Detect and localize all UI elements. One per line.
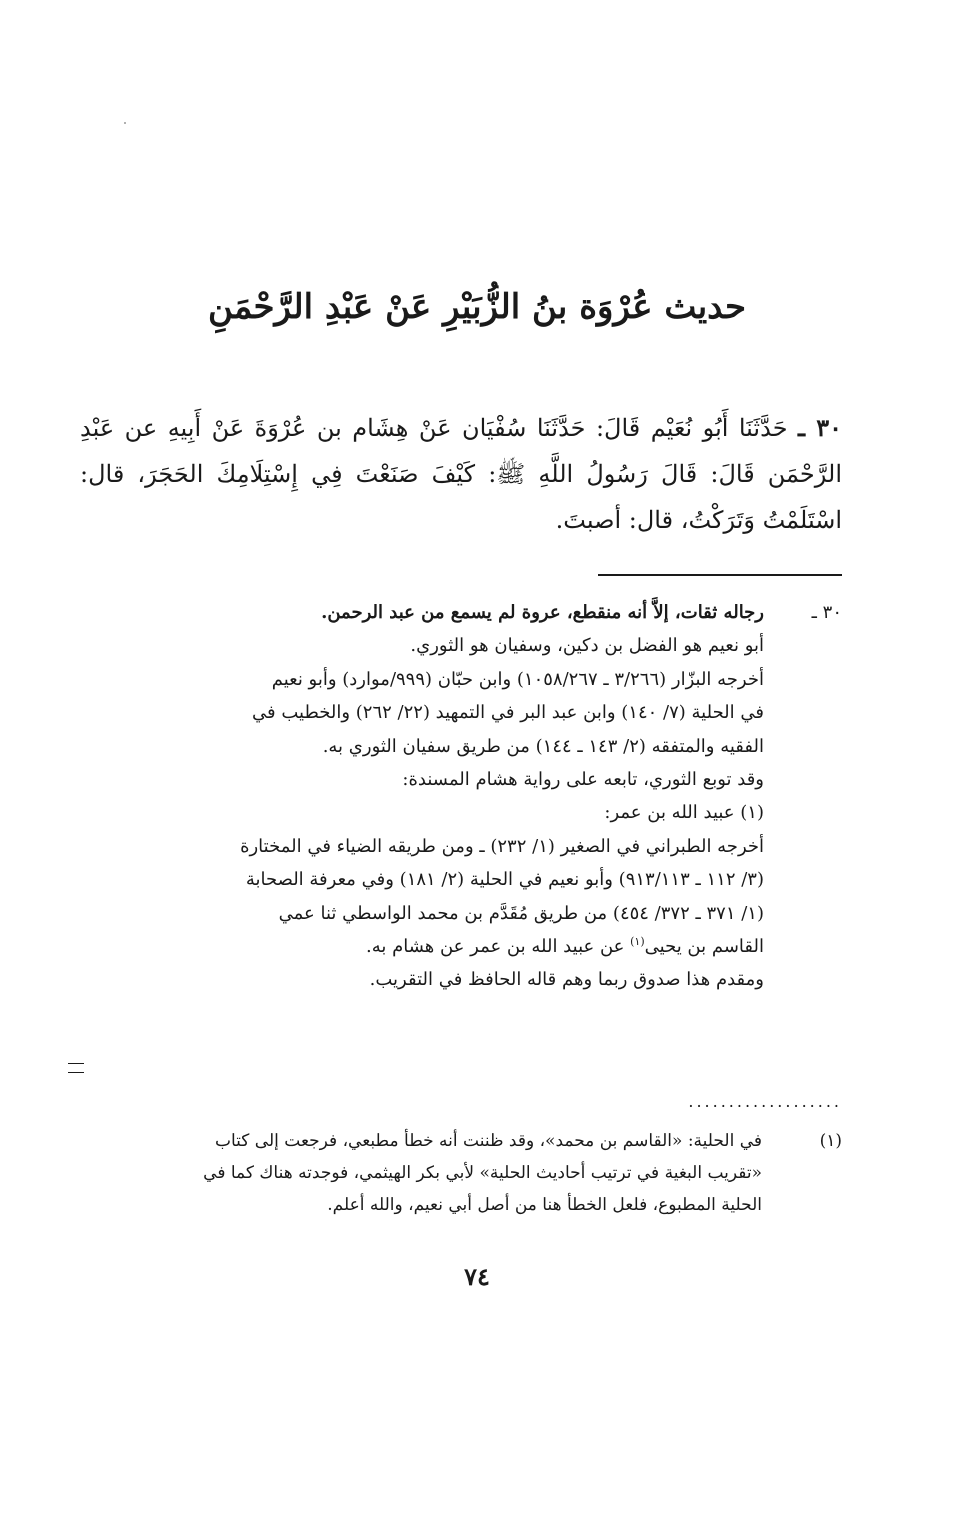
commentary-body xyxy=(98,596,764,997)
hadith-line: حَدَّثَنَا أَبُو نُعَيْم قَالَ: حَدَّثَنَا سُفْيَان عَنْ هِشَام بن عُرْوَةَ عَنْ أَبِيهِ xyxy=(167,414,788,442)
footnote-line: الحلية المطبوع، فلعل الخطأ هنا من أصل أبي نعيم، والله أعلم. xyxy=(327,1195,762,1215)
chapter-title: حديث عُرْوَة بنُ الزُّبَيْرِ عَنْ عَبْدِ الرَّحْمَنِ xyxy=(207,287,747,327)
commentary-line: الفقيه والمتفقه (٢/ ١٤٣ ـ ١٤٤) من طريق سفيان الثوري به. xyxy=(322,735,764,757)
commentary-line: (١/ ٣٧١ ـ ٣٧٢/ ٤٥٤) من طريق مُقَدَّم بن محمد الواسطي ثنا عمي xyxy=(278,902,764,924)
scan-speck xyxy=(124,122,126,124)
commentary-line: (١) عبيد الله بن عمر: xyxy=(604,802,764,824)
footnote-line: «تقريب البغية في ترتيب أحاديث الحلية» لأبي بكر الهيثمي، فوجدته هناك كما في xyxy=(203,1163,762,1183)
commentary-line: في الحلية (٧/ ١٤٠) وابن عبد البر في التمهيد (٢٢/ ٢٦٢) والخطيب في xyxy=(252,702,764,724)
hadith-text xyxy=(80,405,842,543)
commentary-line: (٣/ ١١٢ ـ ٩١٣/١١٣) وأبو نعيم في الحلية (٢/ ١٨١) وفي معرفة الصحابة xyxy=(245,869,764,891)
hadith-line: الحَجَرَ، قال: اسْتَلَمْتُ وَتَرَكْتُ، قال: أصبتَ. xyxy=(80,460,842,534)
commentary-line: وقد توبع الثوري، تابعه على رواية هشام المسندة: xyxy=(402,769,764,791)
hadith-line: عن عَبْدِ الرَّحْمَن قَالَ: قَالَ رَسُولُ اللَّهِ ﷺ: كَيْفَ صَنَعْتَ فِي إِسْتِلَامِكَ xyxy=(80,414,842,488)
commentary-line: رجاله ثقات، إلاَّ أنه منقطع، عروة لم يسمع من عبد الرحمن. xyxy=(321,602,764,623)
hadith-number: ٣٠ ـ xyxy=(798,413,843,442)
footnote xyxy=(98,1125,842,1221)
commentary-line: أخرجه البزّار (٣/٢٦٦ ـ ١٠٥٨/٢٦٧) وابن حبّان (٩٩٩/موارد) وأبو نعيم xyxy=(271,668,764,690)
footnote-body xyxy=(98,1125,762,1221)
section-divider xyxy=(598,574,842,576)
commentary-line: ومقدم هذا صدوق ربما وهم قاله الحافظ في التقريب. xyxy=(369,969,764,991)
margin-mark xyxy=(68,1063,84,1073)
page-number: ٧٤ xyxy=(464,1262,490,1291)
footnote-reference[interactable]: (١) xyxy=(630,935,645,949)
commentary-line: أخرجه الطبراني في الصغير (١/ ٢٣٢) ـ ومن طريقه الضياء في المختارة xyxy=(240,835,764,857)
commentary-block xyxy=(98,596,842,997)
footnote-separator: ................... xyxy=(688,1092,842,1111)
commentary-line: أبو نعيم هو الفضل بن دكين، وسفيان هو الثوري. xyxy=(410,635,764,657)
commentary-line-with-footnote xyxy=(98,930,764,963)
commentary-text: عن عبيد الله بن عمر عن هشام به. xyxy=(365,936,631,958)
commentary-text: القاسم بن يحيى xyxy=(644,936,764,958)
commentary-number: ٣٠ ـ xyxy=(811,602,842,623)
footnote-number: (١) xyxy=(819,1131,842,1151)
footnote-line: في الحلية: «القاسم بن محمد»، وقد ظننت أنه خطأ مطبعي، فرجعت إلى كتاب xyxy=(214,1131,762,1151)
